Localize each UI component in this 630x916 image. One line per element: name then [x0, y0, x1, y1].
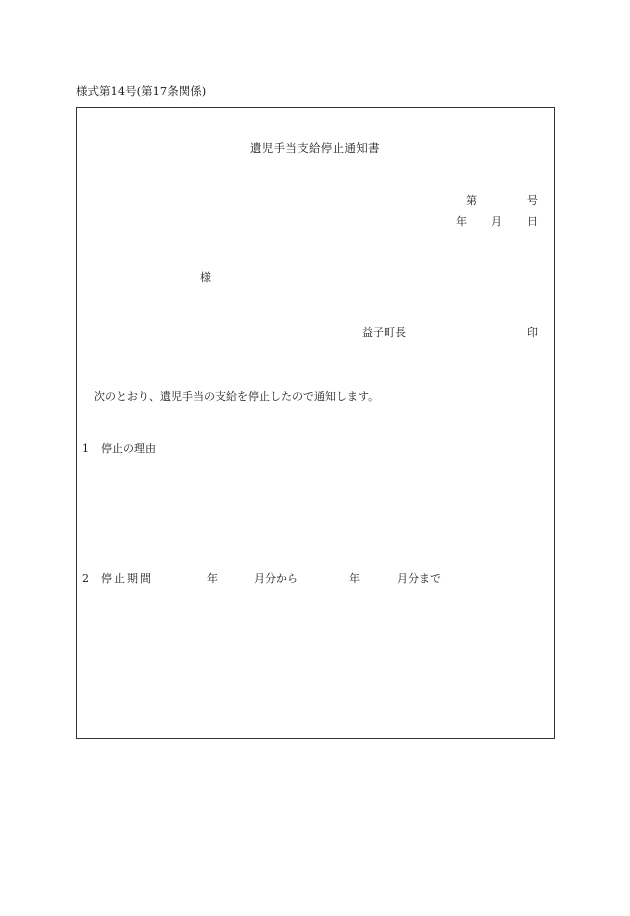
period-end-year: 年 — [349, 572, 360, 585]
seal-mark: 印 — [527, 326, 538, 339]
item-number: 1 — [82, 442, 89, 455]
number-prefix: 第 — [466, 194, 477, 207]
period-end-month: 月分まで — [397, 572, 441, 585]
item-label: 停止の理由 — [101, 442, 156, 455]
date-month-label: 月 — [491, 215, 502, 228]
issuer-name: 益子町長 — [362, 326, 406, 339]
number-suffix: 号 — [527, 194, 538, 207]
document-title: 遺児手当支給停止通知書 — [250, 141, 380, 155]
period-start-month: 月分から — [254, 572, 298, 585]
item-label: 停止期間 — [101, 572, 153, 585]
form-label: 様式第14号(第17条関係) — [76, 84, 207, 98]
date-year-label: 年 — [456, 215, 467, 228]
item-stop-reason — [82, 440, 156, 456]
form-border — [76, 107, 555, 739]
body-text: 次のとおり、遺児手当の支給を停止したので通知します。 — [94, 390, 380, 403]
period-start-year: 年 — [207, 572, 218, 585]
item-number: 2 — [82, 572, 89, 585]
date-day-label: 日 — [527, 215, 538, 228]
item-stop-period — [82, 570, 207, 586]
addressee-honorific: 様 — [200, 271, 211, 284]
